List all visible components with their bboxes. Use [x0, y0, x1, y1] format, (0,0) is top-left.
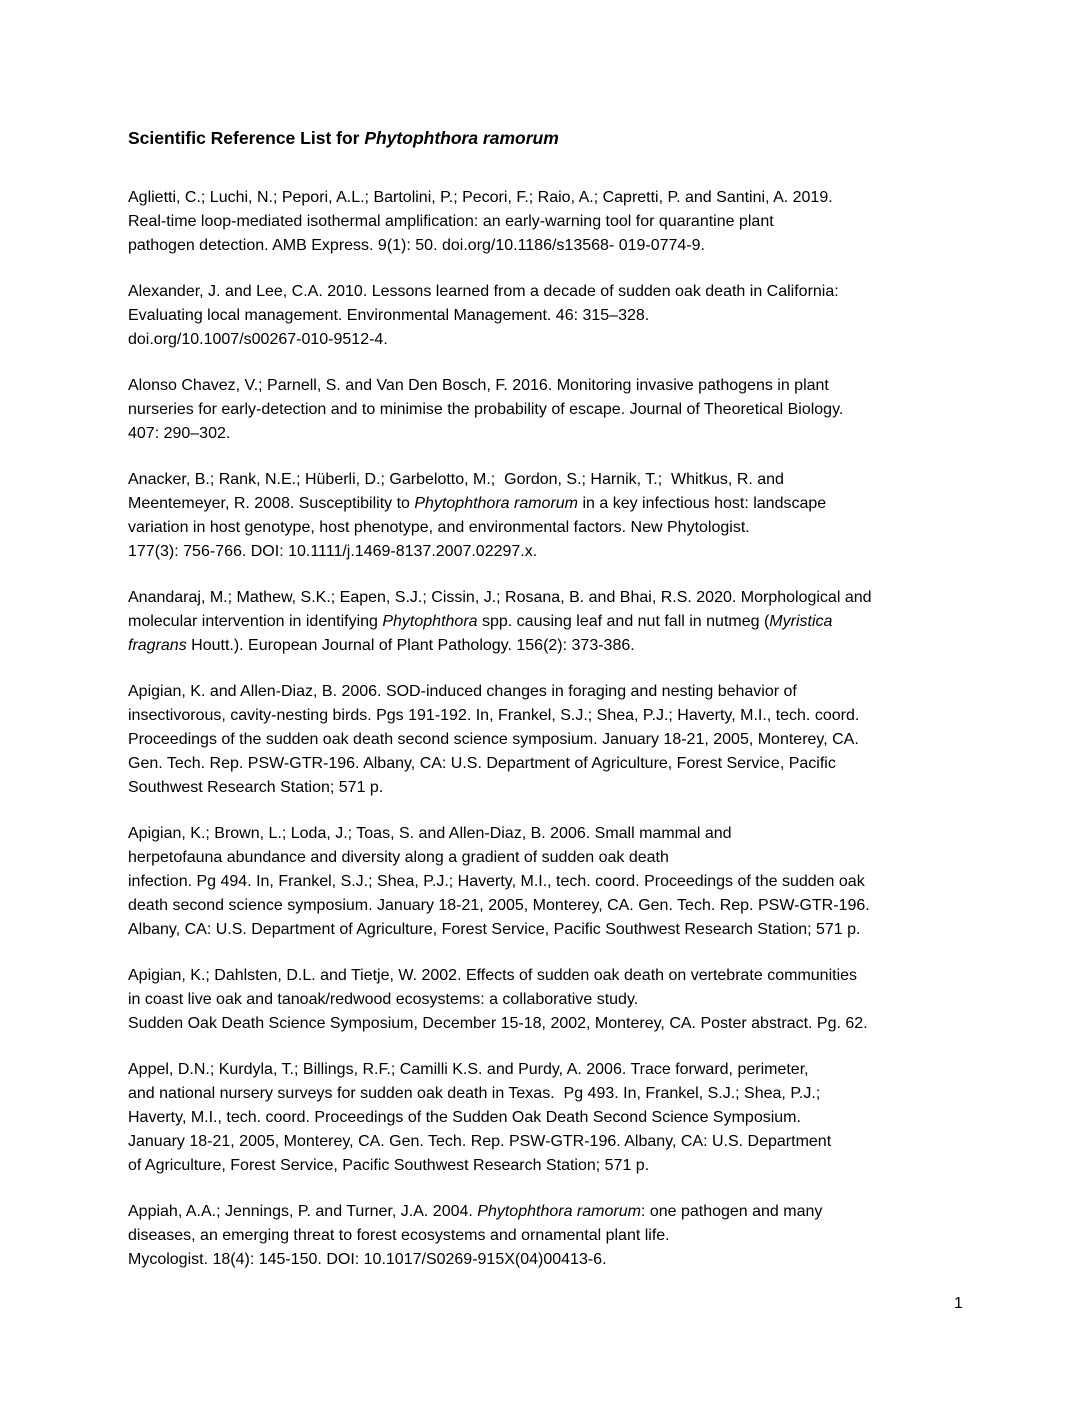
text-run: Apigian, K.; Dahlsten, D.L. and Tietje, W. 2002. Effects of sudden oak death on vertebrate communities [128, 967, 858, 984]
reference-line [128, 1106, 973, 1130]
text-run: pathogen detection. AMB Express. 9(1): 50. doi.org/10.1186/s13568- 019-0774-9. [128, 237, 705, 254]
reference-line [128, 752, 973, 776]
text-run: molecular intervention in identifying [128, 613, 383, 630]
reference-line [128, 1224, 973, 1248]
reference-line [128, 1012, 973, 1036]
reference-line [128, 468, 973, 492]
text-run: Appiah, A.A.; Jennings, P. and Turner, J.A. 2004. [128, 1203, 478, 1220]
text-run: herpetofauna abundance and diversity along a gradient of sudden oak death [128, 849, 669, 866]
reference-line [128, 186, 973, 210]
text-run: Alonso Chavez, V.; Parnell, S. and Van Den Bosch, F. 2016. Monitoring invasive pathogens in plant [128, 377, 829, 394]
reference-line [128, 1248, 973, 1272]
reference-line [128, 846, 973, 870]
reference-line [128, 328, 973, 352]
reference-line [128, 586, 973, 610]
reference-line [128, 680, 973, 704]
reference-line [128, 1154, 973, 1178]
text-run: Appel, D.N.; Kurdyla, T.; Billings, R.F.; Camilli K.S. and Purdy, A. 2006. Trace forward, perimeter, [128, 1061, 809, 1078]
reference-line [128, 540, 973, 564]
text-run: Mycologist. 18(4): 145-150. DOI: 10.1017/S0269-915X(04)00413-6. [128, 1251, 607, 1268]
reference-entry [128, 1200, 973, 1272]
text-run: infection. Pg 494. In, Frankel, S.J.; Shea, P.J.; Haverty, M.I., tech. coord. Proceedings of the sudden oak [128, 873, 865, 890]
text-run: in coast live oak and tanoak/redwood ecosystems: a collaborative study. [128, 991, 639, 1008]
text-run: of Agriculture, Forest Service, Pacific Southwest Research Station; 571 p. [128, 1157, 650, 1174]
italic-text-run: fragrans [128, 637, 187, 654]
italic-text-run: Myristica [769, 613, 833, 630]
reference-line [128, 422, 973, 446]
reference-line [128, 704, 973, 728]
reference-line [128, 870, 973, 894]
reference-line [128, 280, 973, 304]
italic-text-run: Phytophthora ramorum [477, 1203, 641, 1220]
reference-line [128, 492, 973, 516]
reference-line [128, 776, 973, 800]
reference-line [128, 988, 973, 1012]
text-run: death second science symposium. January 18-21, 2005, Monterey, CA. Gen. Tech. Rep. PSW-GTR-196. [128, 897, 870, 914]
text-run: : one pathogen and many [640, 1203, 823, 1220]
reference-line [128, 398, 973, 422]
reference-entry [128, 280, 973, 352]
reference-line [128, 634, 973, 658]
italic-text-run: Phytophthora ramorum [364, 128, 559, 148]
reference-entry [128, 374, 973, 446]
text-run: spp. causing leaf and nut fall in nutmeg ( [477, 613, 770, 630]
text-run: January 18-21, 2005, Monterey, CA. Gen. Tech. Rep. PSW-GTR-196. Albany, CA: U.S. Department [128, 1133, 832, 1150]
text-run: in a key infectious host: landscape [578, 495, 827, 512]
reference-line [128, 516, 973, 540]
text-run: Anacker, B.; Rank, N.E.; Hüberli, D.; Garbelotto, M.; Gordon, S.; Harnik, T.; Whitkus, R. and [128, 471, 784, 488]
reference-list [128, 186, 973, 1272]
italic-text-run: Phytophthora [382, 613, 478, 630]
reference-line [128, 1130, 973, 1154]
text-run: Sudden Oak Death Science Symposium, December 15-18, 2002, Monterey, CA. Poster abstract. Pg. 62. [128, 1015, 868, 1032]
reference-line [128, 1082, 973, 1106]
text-run: Apigian, K. and Allen-Diaz, B. 2006. SOD-induced changes in foraging and nesting behavior of [128, 683, 797, 700]
text-run: Meentemeyer, R. 2008. Susceptibility to [128, 495, 415, 512]
text-run: Alexander, J. and Lee, C.A. 2010. Lessons learned from a decade of sudden oak death in California: [128, 283, 839, 300]
text-run: Scientific Reference List for [128, 128, 365, 148]
page-number: 1 [954, 1295, 963, 1312]
text-run: Anandaraj, M.; Mathew, S.K.; Eapen, S.J.; Cissin, J.; Rosana, B. and Bhai, R.S. 2020. Morphological and [128, 589, 872, 606]
text-run: Aglietti, C.; Luchi, N.; Pepori, A.L.; Bartolini, P.; Pecori, F.; Raio, A.; Capretti, P. and Santini, A. 2019. [128, 189, 833, 206]
text-run: doi.org/10.1007/s00267-010-9512-4. [128, 331, 388, 348]
text-run: 177(3): 756-766. DOI: 10.1111/j.1469-8137.2007.02297.x. [128, 543, 538, 560]
text-run: Albany, CA: U.S. Department of Agriculture, Forest Service, Pacific Southwest Research Station; 571 p. [128, 921, 861, 938]
text-run: Evaluating local management. Environmental Management. 46: 315–328. [128, 307, 650, 324]
italic-text-run: Phytophthora ramorum [414, 495, 579, 512]
text-run: insectivorous, cavity-nesting birds. Pgs 191-192. In, Frankel, S.J.; Shea, P.J.; Haverty, M.I., tech. coord. [128, 707, 860, 724]
reference-line [128, 304, 973, 328]
text-run: Proceedings of the sudden oak death second science symposium. January 18-21, 2005, Monterey, CA. [128, 731, 859, 748]
text-run: variation in host genotype, host phenotype, and environmental factors. New Phytologist. [128, 519, 750, 536]
text-run: Houtt.). European Journal of Plant Pathology. 156(2): 373-386. [186, 637, 635, 654]
document-page [128, 126, 973, 1294]
reference-line [128, 964, 973, 988]
reference-line [128, 728, 973, 752]
reference-line [128, 918, 973, 942]
reference-line [128, 1200, 973, 1224]
text-run: 407: 290–302. [128, 425, 231, 442]
reference-entry [128, 680, 973, 800]
reference-line [128, 894, 973, 918]
reference-entry [128, 1058, 973, 1178]
reference-line [128, 234, 973, 258]
text-run: Gen. Tech. Rep. PSW-GTR-196. Albany, CA: U.S. Department of Agriculture, Forest Service, Pacific [128, 755, 836, 772]
reference-entry [128, 186, 973, 258]
text-run: Apigian, K.; Brown, L.; Loda, J.; Toas, S. and Allen-Diaz, B. 2006. Small mammal and [128, 825, 732, 842]
reference-line [128, 1058, 973, 1082]
reference-line [128, 822, 973, 846]
reference-entry [128, 586, 973, 658]
reference-entry [128, 964, 973, 1036]
text-run: and national nursery surveys for sudden oak death in Texas. Pg 493. In, Frankel, S.J.; Shea, P.J.; [128, 1085, 821, 1102]
text-run: Southwest Research Station; 571 p. [128, 779, 384, 796]
page-title [128, 126, 973, 150]
text-run: Real-time loop-mediated isothermal amplification: an early-warning tool for quarantine plant [128, 213, 774, 230]
reference-entry [128, 468, 973, 564]
text-run: Haverty, M.I., tech. coord. Proceedings of the Sudden Oak Death Second Science Symposium. [128, 1109, 801, 1126]
reference-entry [128, 822, 973, 942]
reference-line [128, 374, 973, 398]
reference-line [128, 210, 973, 234]
text-run: nurseries for early-detection and to minimise the probability of escape. Journal of Theoretical Biology. [128, 401, 844, 418]
reference-line [128, 610, 973, 634]
text-run: diseases, an emerging threat to forest ecosystems and ornamental plant life. [128, 1227, 670, 1244]
